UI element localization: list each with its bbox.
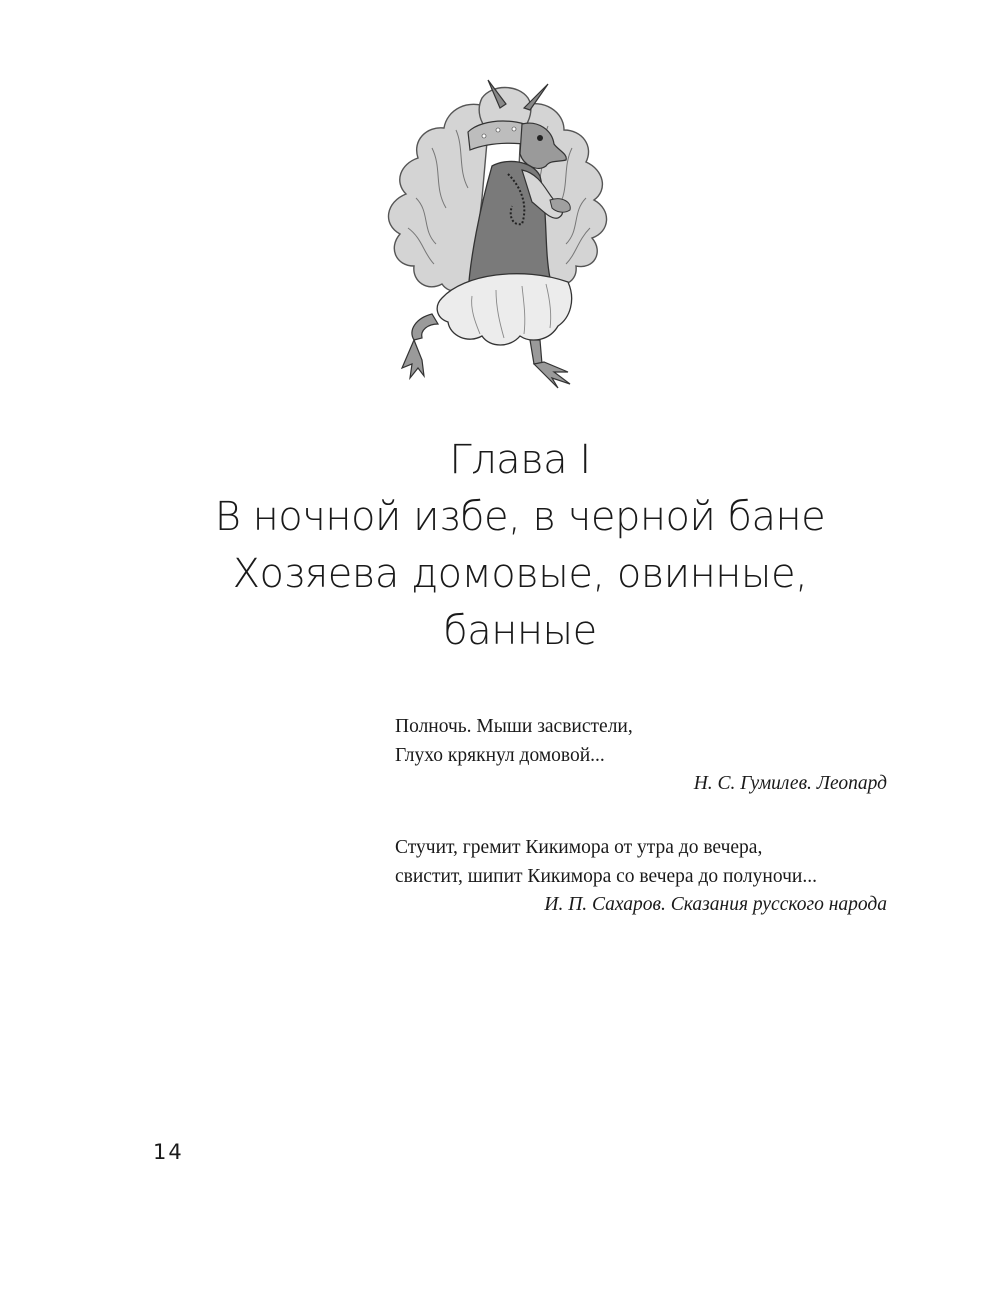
kikimora-illustration: [372, 78, 622, 396]
epigraph-attribution: И. П. Сахаров. Сказания русского народа: [544, 894, 887, 915]
epigraph-gumilev: [395, 713, 887, 799]
epigraph-sakharov: [395, 834, 887, 920]
epigraph-line: Стучит, гремит Кикимора от утра до вечера,: [395, 837, 763, 858]
chapter-title: [0, 432, 986, 660]
epigraph-attribution: Н. С. Гумилев. Леопард: [693, 773, 887, 794]
chapter-number: Глава I: [449, 437, 591, 483]
epigraph-line: Полночь. Мыши засвистели,: [395, 716, 633, 737]
chapter-title-line-3: банные: [443, 608, 597, 654]
epigraph-line: Глухо крякнул домовой...: [395, 744, 605, 766]
chapter-title-line-2: Хозяева домовые, овинные,: [232, 551, 808, 597]
chapter-title-line-1: В ночной избе, в черной бане: [214, 494, 826, 540]
epigraph-line: свистит, шипит Кикимора со вечера до полуночи...: [395, 865, 817, 887]
page-number: 14: [153, 1140, 184, 1164]
